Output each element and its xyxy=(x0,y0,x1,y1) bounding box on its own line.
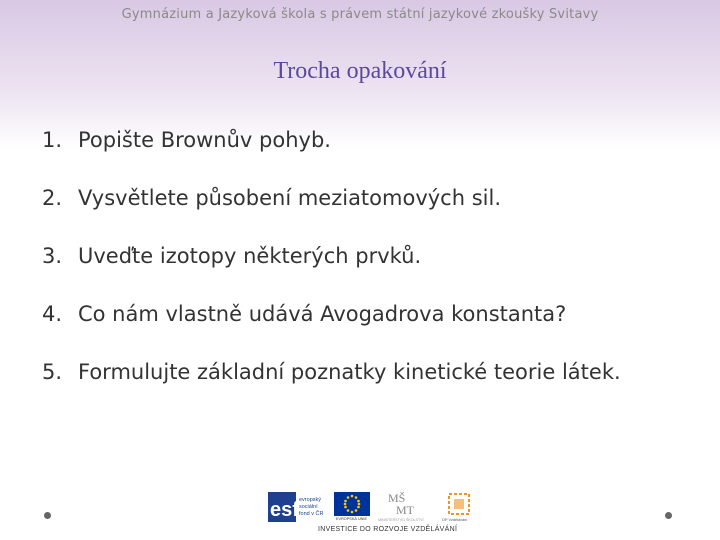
list-item xyxy=(42,244,682,269)
item-number: 4. xyxy=(42,302,63,326)
svg-text:evropský: evropský xyxy=(299,497,322,503)
list-item xyxy=(42,128,682,153)
list-item xyxy=(42,302,682,327)
right-dot-ornament xyxy=(665,512,672,519)
list-item xyxy=(42,186,682,211)
svg-text:esf: esf xyxy=(270,499,299,521)
question-list xyxy=(42,128,682,418)
item-text: Popište Brownův pohyb. xyxy=(78,128,331,152)
item-number: 1. xyxy=(42,128,63,152)
item-number: 3. xyxy=(42,244,63,268)
school-header: Gymnázium a Jazyková škola s právem státní jazykové zkoušky Svitavy xyxy=(121,7,599,22)
item-number: 5. xyxy=(42,360,63,384)
msmt-logo xyxy=(378,490,432,524)
svg-text:MT: MT xyxy=(396,503,414,517)
esf-logo xyxy=(268,490,330,524)
item-text: Co nám vlastně udává Avogadrova konstanta? xyxy=(78,302,567,326)
svg-text:EVROPSKÁ UNIE: EVROPSKÁ UNIE xyxy=(336,517,368,520)
item-text: Vysvětlete působení meziatomových sil. xyxy=(78,186,501,210)
item-text: Formulujte základní poznatky kinetické teorie látek. xyxy=(78,360,621,384)
item-number: 2. xyxy=(42,186,63,210)
svg-text:fond v ČR: fond v ČR xyxy=(299,511,324,517)
slide-title: Trocha opakování xyxy=(273,58,447,84)
svg-text:MŠ: MŠ xyxy=(388,491,406,505)
left-dot-ornament xyxy=(44,512,51,519)
svg-text:OP Vzdělávání: OP Vzdělávání xyxy=(442,518,468,522)
op-vk-logo xyxy=(440,490,478,524)
list-item xyxy=(42,360,638,385)
item-text: Uveďte izotopy některých prvků. xyxy=(78,244,422,268)
eu-flag-logo xyxy=(334,492,370,520)
funding-tagline: INVESTICE DO ROZVOJE VZDĚLÁVÁNÍ xyxy=(318,526,458,533)
svg-text:sociální: sociální xyxy=(299,504,318,510)
svg-text:MINISTERSTVO ŠKOLSTVÍ: MINISTERSTVO ŠKOLSTVÍ xyxy=(378,518,424,522)
